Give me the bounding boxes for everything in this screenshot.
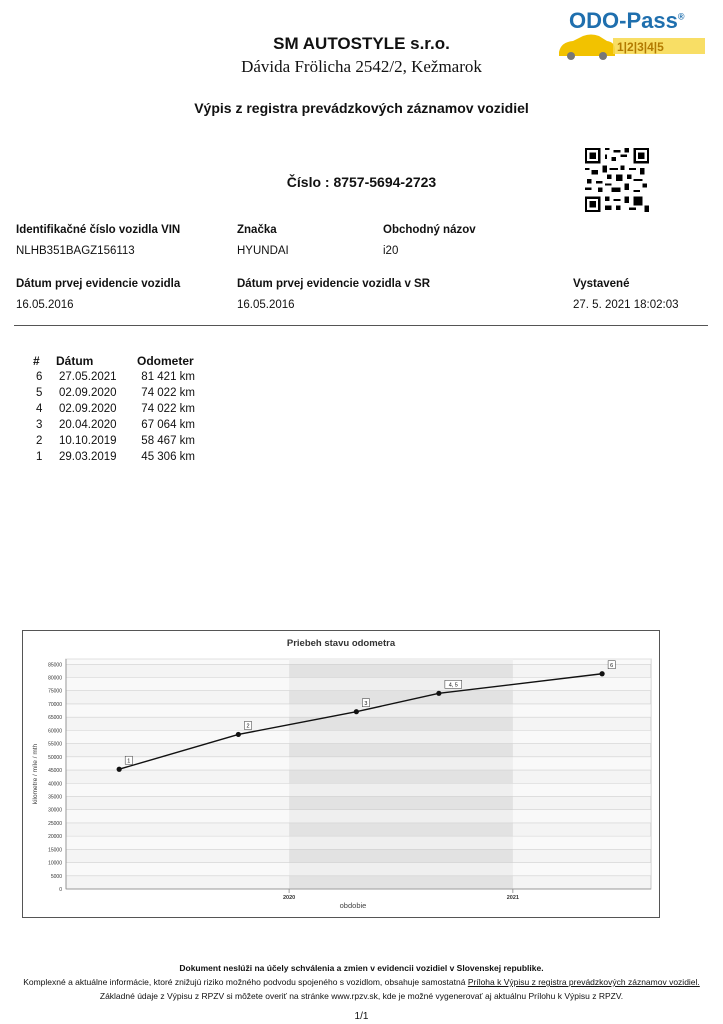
y-tick-label: 80000 [48, 675, 62, 682]
record-number: 1 [36, 451, 43, 463]
record-number: 2 [36, 435, 43, 447]
data-point [236, 732, 241, 737]
data-label: 1 [127, 758, 131, 765]
data-point [599, 671, 604, 676]
column-header-number: # [33, 354, 40, 368]
document-number: Číslo : 8757-5694-2723 [286, 174, 437, 190]
data-label: 4, 5 [448, 682, 458, 689]
record-number: 6 [36, 371, 43, 383]
document-title: Výpis z registra prevádzkových záznamov vozidiel [194, 100, 529, 116]
first-registration-sr-value: 16.05.2016 [237, 299, 295, 311]
y-tick-label: 5000 [50, 873, 62, 880]
y-tick-label: 65000 [48, 715, 62, 722]
grid-band [66, 783, 651, 796]
y-tick-label: 50000 [48, 754, 62, 761]
logo-digit-strip: 1|2|3|4|5 [617, 40, 664, 54]
data-label: 6 [610, 662, 614, 669]
x-axis-label: obdobie [339, 901, 367, 910]
data-point [354, 709, 359, 714]
vin-value: NLHB351BAGZ156113 [16, 245, 135, 257]
grid-band [66, 651, 651, 664]
y-tick-label: 45000 [48, 768, 62, 775]
section-divider [14, 325, 708, 326]
record-date: 02.09.2020 [59, 387, 117, 399]
y-tick-label: 70000 [48, 701, 62, 708]
grid-band [66, 810, 651, 823]
y-tick-label: 40000 [48, 781, 62, 788]
data-point [436, 691, 441, 696]
data-label: 2 [246, 723, 250, 730]
record-date: 20.04.2020 [59, 419, 117, 431]
grid-band [66, 836, 651, 849]
first-registration-label: Dátum prvej evidencie vozidla [16, 278, 181, 290]
trade-name-label: Obchodný názov [383, 224, 476, 236]
x-tick-label: 2021 [506, 895, 519, 901]
first-registration-sr-label: Dátum prvej evidencie vozidla v SR [237, 278, 431, 290]
brand-label: Značka [237, 224, 277, 236]
car-odometer-icon [555, 8, 715, 70]
column-header-date: Dátum [56, 354, 94, 368]
y-axis-label: kilometre / míle / mth [32, 743, 39, 805]
odometer-chart [22, 630, 660, 918]
y-tick-label: 30000 [48, 807, 62, 814]
y-tick-label: 10000 [48, 860, 62, 867]
company-name: SM AUTOSTYLE s.r.o. [273, 34, 450, 53]
logo-wordmark: ODO-Pass® [569, 8, 685, 33]
y-tick-label: 60000 [48, 728, 62, 735]
record-odometer: 74 022 km [141, 403, 195, 415]
y-tick-label: 15000 [48, 847, 62, 854]
shaded-year-band [289, 659, 513, 889]
y-tick-label: 55000 [48, 741, 62, 748]
record-date: 02.09.2020 [59, 403, 117, 415]
footer-verify-info: Základné údaje z Výpisu z RPZV si môžete overiť na stránke www.rpzv.sk, kde je možné vygenerovať aj aktuálnu Prílohu k Výpisu z RPZV. [99, 991, 624, 1001]
y-tick-label: 20000 [48, 834, 62, 841]
first-registration-value: 16.05.2016 [16, 299, 74, 311]
brand-value: HYUNDAI [237, 245, 289, 257]
footer-info-text: Komplexné a aktuálne informácie, ktoré znižujú riziko možného podvodu spojeného s vozidlom, obsahuje samostatná [23, 977, 468, 987]
footer-attachment-link[interactable]: Príloha k Výpisu z registra prevádzkových záznamov vozidiel. [467, 977, 700, 987]
record-number: 4 [36, 403, 43, 415]
record-odometer: 58 467 km [141, 435, 195, 447]
qr-code-icon[interactable] [585, 148, 649, 212]
y-tick-label: 0 [59, 887, 62, 893]
vin-label: Identifikačné číslo vozidla VIN [16, 224, 181, 236]
y-tick-label: 25000 [48, 820, 62, 827]
y-tick-label: 35000 [48, 794, 62, 801]
grid-band [66, 678, 651, 691]
data-point [117, 767, 122, 772]
issued-value: 27. 5. 2021 18:02:03 [573, 299, 679, 311]
page-number: 1/1 [354, 1011, 369, 1022]
record-number: 5 [36, 387, 43, 399]
issued-label: Vystavené [573, 278, 630, 290]
trade-name-value: i20 [383, 245, 399, 257]
y-tick-label: 75000 [48, 688, 62, 695]
record-number: 3 [36, 419, 43, 431]
record-date: 29.03.2019 [59, 451, 117, 463]
grid-band [66, 863, 651, 876]
footer-info [0, 977, 723, 987]
record-date: 10.10.2019 [59, 435, 117, 447]
grid-band [66, 730, 651, 743]
record-date: 27.05.2021 [59, 371, 117, 383]
record-odometer: 74 022 km [141, 387, 195, 399]
odo-pass-logo [555, 8, 715, 70]
column-header-odometer: Odometer [137, 354, 194, 368]
y-tick-label: 85000 [48, 662, 62, 669]
x-tick-label: 2020 [282, 895, 296, 901]
record-odometer: 45 306 km [141, 451, 195, 463]
company-address: Dávida Frölicha 2542/2, Kežmarok [241, 57, 482, 76]
data-label: 3 [364, 700, 368, 707]
record-odometer: 81 421 km [141, 371, 195, 383]
record-odometer: 67 064 km [141, 419, 195, 431]
odometer-chart-svg [23, 631, 659, 917]
footer-disclaimer: Dokument neslúži na účely schválenia a zmien v evidencii vozidiel v Slovenskej republike. [179, 963, 544, 973]
chart-title: Priebeh stavu odometra [286, 638, 396, 649]
